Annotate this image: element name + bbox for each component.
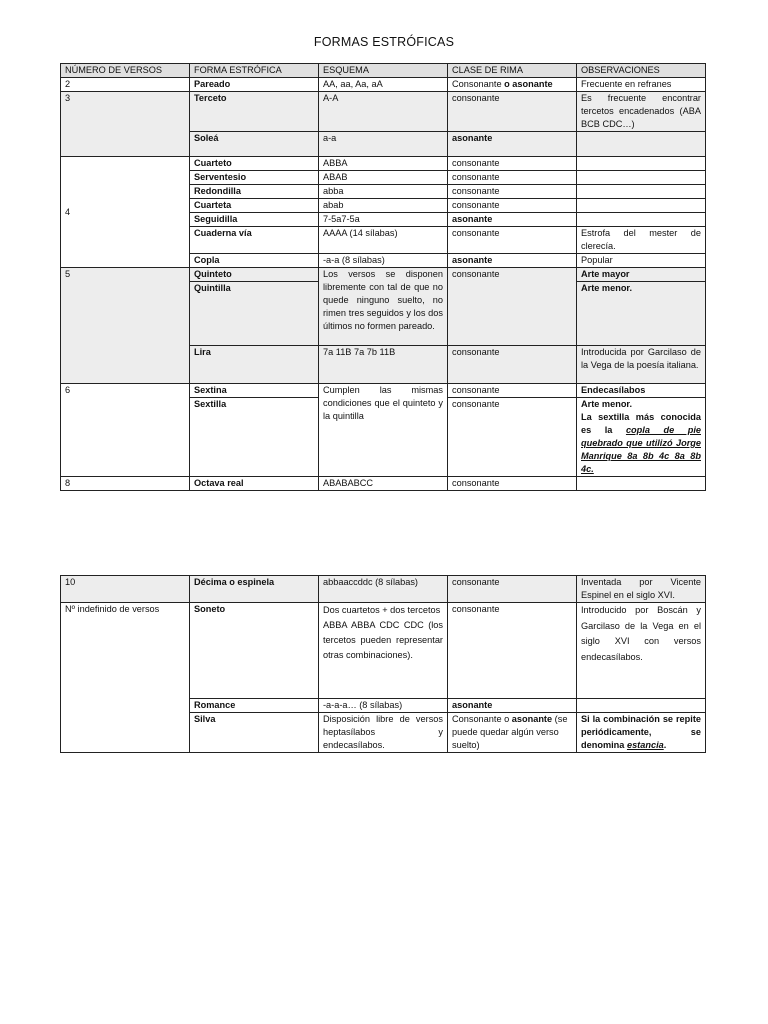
header-cell: CLASE DE RIMA <box>448 64 577 78</box>
stanza-scheme: ABAB <box>319 171 448 185</box>
stanza-form: Romance <box>190 699 319 713</box>
verse-count: 6 <box>61 384 190 477</box>
observations: Endecasílabos <box>577 384 706 398</box>
stanza-scheme: 7-5a7-5a <box>319 213 448 227</box>
table-header-row <box>61 64 706 78</box>
observations <box>577 171 706 185</box>
rhyme-type: asonante <box>448 213 577 227</box>
rhyme-type: Consonante o asonante (se puede quedar algún verso suelto) <box>448 713 577 753</box>
header-cell: FORMA ESTRÓFICA <box>190 64 319 78</box>
rhyme-type: Consonante o asonante <box>448 78 577 92</box>
verse-count: Nº indefinido de versos <box>61 603 190 753</box>
rhyme-type: asonante <box>448 699 577 713</box>
stanza-scheme: a-a <box>319 132 448 157</box>
rhyme-type: consonante <box>448 398 577 477</box>
table-row <box>61 78 706 92</box>
stanza-form: Sextilla <box>190 398 319 477</box>
verse-count: 3 <box>61 92 190 157</box>
header-cell: OBSERVACIONES <box>577 64 706 78</box>
rhyme-type: consonante <box>448 346 577 384</box>
observations: Inventada por Vicente Espinel en el siglo XVI. <box>577 576 706 603</box>
verse-count: 2 <box>61 78 190 92</box>
stanza-scheme: ABBA <box>319 157 448 171</box>
observations: Es frecuente encontrar tercetos encadenados (ABA BCB CDC…) <box>577 92 706 132</box>
stanza-form: Octava real <box>190 477 319 491</box>
table-row <box>61 157 706 171</box>
observations <box>577 213 706 227</box>
stanza-scheme: AA, aa, Aa, aA <box>319 78 448 92</box>
observations: Popular <box>577 254 706 268</box>
stanza-form: Redondilla <box>190 185 319 199</box>
stanza-form: Copla <box>190 254 319 268</box>
stanza-form: Quinteto <box>190 268 319 282</box>
table-row <box>61 92 706 132</box>
stanza-table-secondary <box>60 575 706 753</box>
stanza-form: Terceto <box>190 92 319 132</box>
stanza-form: Lira <box>190 346 319 384</box>
observations <box>577 132 706 157</box>
observations: Arte menor. <box>577 282 706 346</box>
verse-count: 8 <box>61 477 190 491</box>
observations <box>577 157 706 171</box>
rhyme-type: consonante <box>448 477 577 491</box>
rhyme-type: consonante <box>448 185 577 199</box>
stanza-form: Décima o espinela <box>190 576 319 603</box>
observations <box>577 699 706 713</box>
observations: Si la combinación se repite periódicamente, se denomina estancia. <box>577 713 706 753</box>
rhyme-type: consonante <box>448 92 577 132</box>
stanza-scheme: abbaaccddc (8 sílabas) <box>319 576 448 603</box>
stanza-form: Quintilla <box>190 282 319 346</box>
observations: Arte mayor <box>577 268 706 282</box>
observations <box>577 477 706 491</box>
header-cell: ESQUEMA <box>319 64 448 78</box>
stanza-scheme: Los versos se disponen libremente con tal de que no quede ninguno suelto, no rimen tres seguidos y los dos últimos no formen pareado. <box>319 268 448 346</box>
header-cell: NÚMERO DE VERSOS <box>61 64 190 78</box>
table-row <box>61 477 706 491</box>
stanza-form: Cuarteto <box>190 157 319 171</box>
verse-count: 5 <box>61 268 190 384</box>
stanza-scheme: -a-a (8 sílabas) <box>319 254 448 268</box>
observations: Frecuente en refranes <box>577 78 706 92</box>
stanza-form: Soleá <box>190 132 319 157</box>
stanza-scheme: ABABABCC <box>319 477 448 491</box>
table-row <box>61 603 706 699</box>
rhyme-type: asonante <box>448 132 577 157</box>
rhyme-type: consonante <box>448 199 577 213</box>
observations <box>577 199 706 213</box>
rhyme-type: consonante <box>448 603 577 699</box>
rhyme-type: consonante <box>448 157 577 171</box>
stanza-form: Serventesio <box>190 171 319 185</box>
rhyme-type: consonante <box>448 227 577 254</box>
verse-count: 10 <box>61 576 190 603</box>
stanza-form: Silva <box>190 713 319 753</box>
observations: Arte menor. La sextilla más conocida es la copla de pie quebrado que utilizó Jorge Manrique 8a 8b 4c 8a 8b 4c. <box>577 398 706 477</box>
rhyme-type: consonante <box>448 171 577 185</box>
stanza-scheme: Cumplen las mismas condiciones que el quinteto y la quintilla <box>319 384 448 477</box>
observations: Introducido por Boscán y Garcilaso de la Vega en el siglo XVI con versos endecasílabos. <box>577 603 706 699</box>
stanza-scheme: abba <box>319 185 448 199</box>
stanza-form: Soneto <box>190 603 319 699</box>
rhyme-type: consonante <box>448 384 577 398</box>
stanza-scheme: 7a 11B 7a 7b 11B <box>319 346 448 384</box>
table-row <box>61 384 706 398</box>
observations <box>577 185 706 199</box>
observations: Introducida por Garcilaso de la Vega de la poesía italiana. <box>577 346 706 384</box>
verse-count: 4 <box>61 157 190 268</box>
stanza-scheme: Disposición libre de versos heptasílabos y endecasílabos. <box>319 713 448 753</box>
stanza-form: Cuarteta <box>190 199 319 213</box>
rhyme-type: asonante <box>448 254 577 268</box>
stanza-table-main <box>60 63 706 491</box>
table-row <box>61 268 706 282</box>
stanza-scheme: AAAA (14 sílabas) <box>319 227 448 254</box>
observations: Estrofa del mester de clerecía. <box>577 227 706 254</box>
stanza-scheme: -a-a-a… (8 sílabas) <box>319 699 448 713</box>
table-row <box>61 576 706 603</box>
stanza-scheme: A-A <box>319 92 448 132</box>
rhyme-type: consonante <box>448 268 577 346</box>
rhyme-type: consonante <box>448 576 577 603</box>
stanza-form: Sextina <box>190 384 319 398</box>
stanza-scheme: Dos cuartetos + dos tercetos ABBA ABBA CDC CDC (los tercetos pueden representar otras combinaciones). <box>319 603 448 699</box>
page-title: FORMAS ESTRÓFICAS <box>313 35 455 49</box>
stanza-form: Seguidilla <box>190 213 319 227</box>
stanza-scheme: abab <box>319 199 448 213</box>
stanza-form: Pareado <box>190 78 319 92</box>
stanza-form: Cuaderna vía <box>190 227 319 254</box>
